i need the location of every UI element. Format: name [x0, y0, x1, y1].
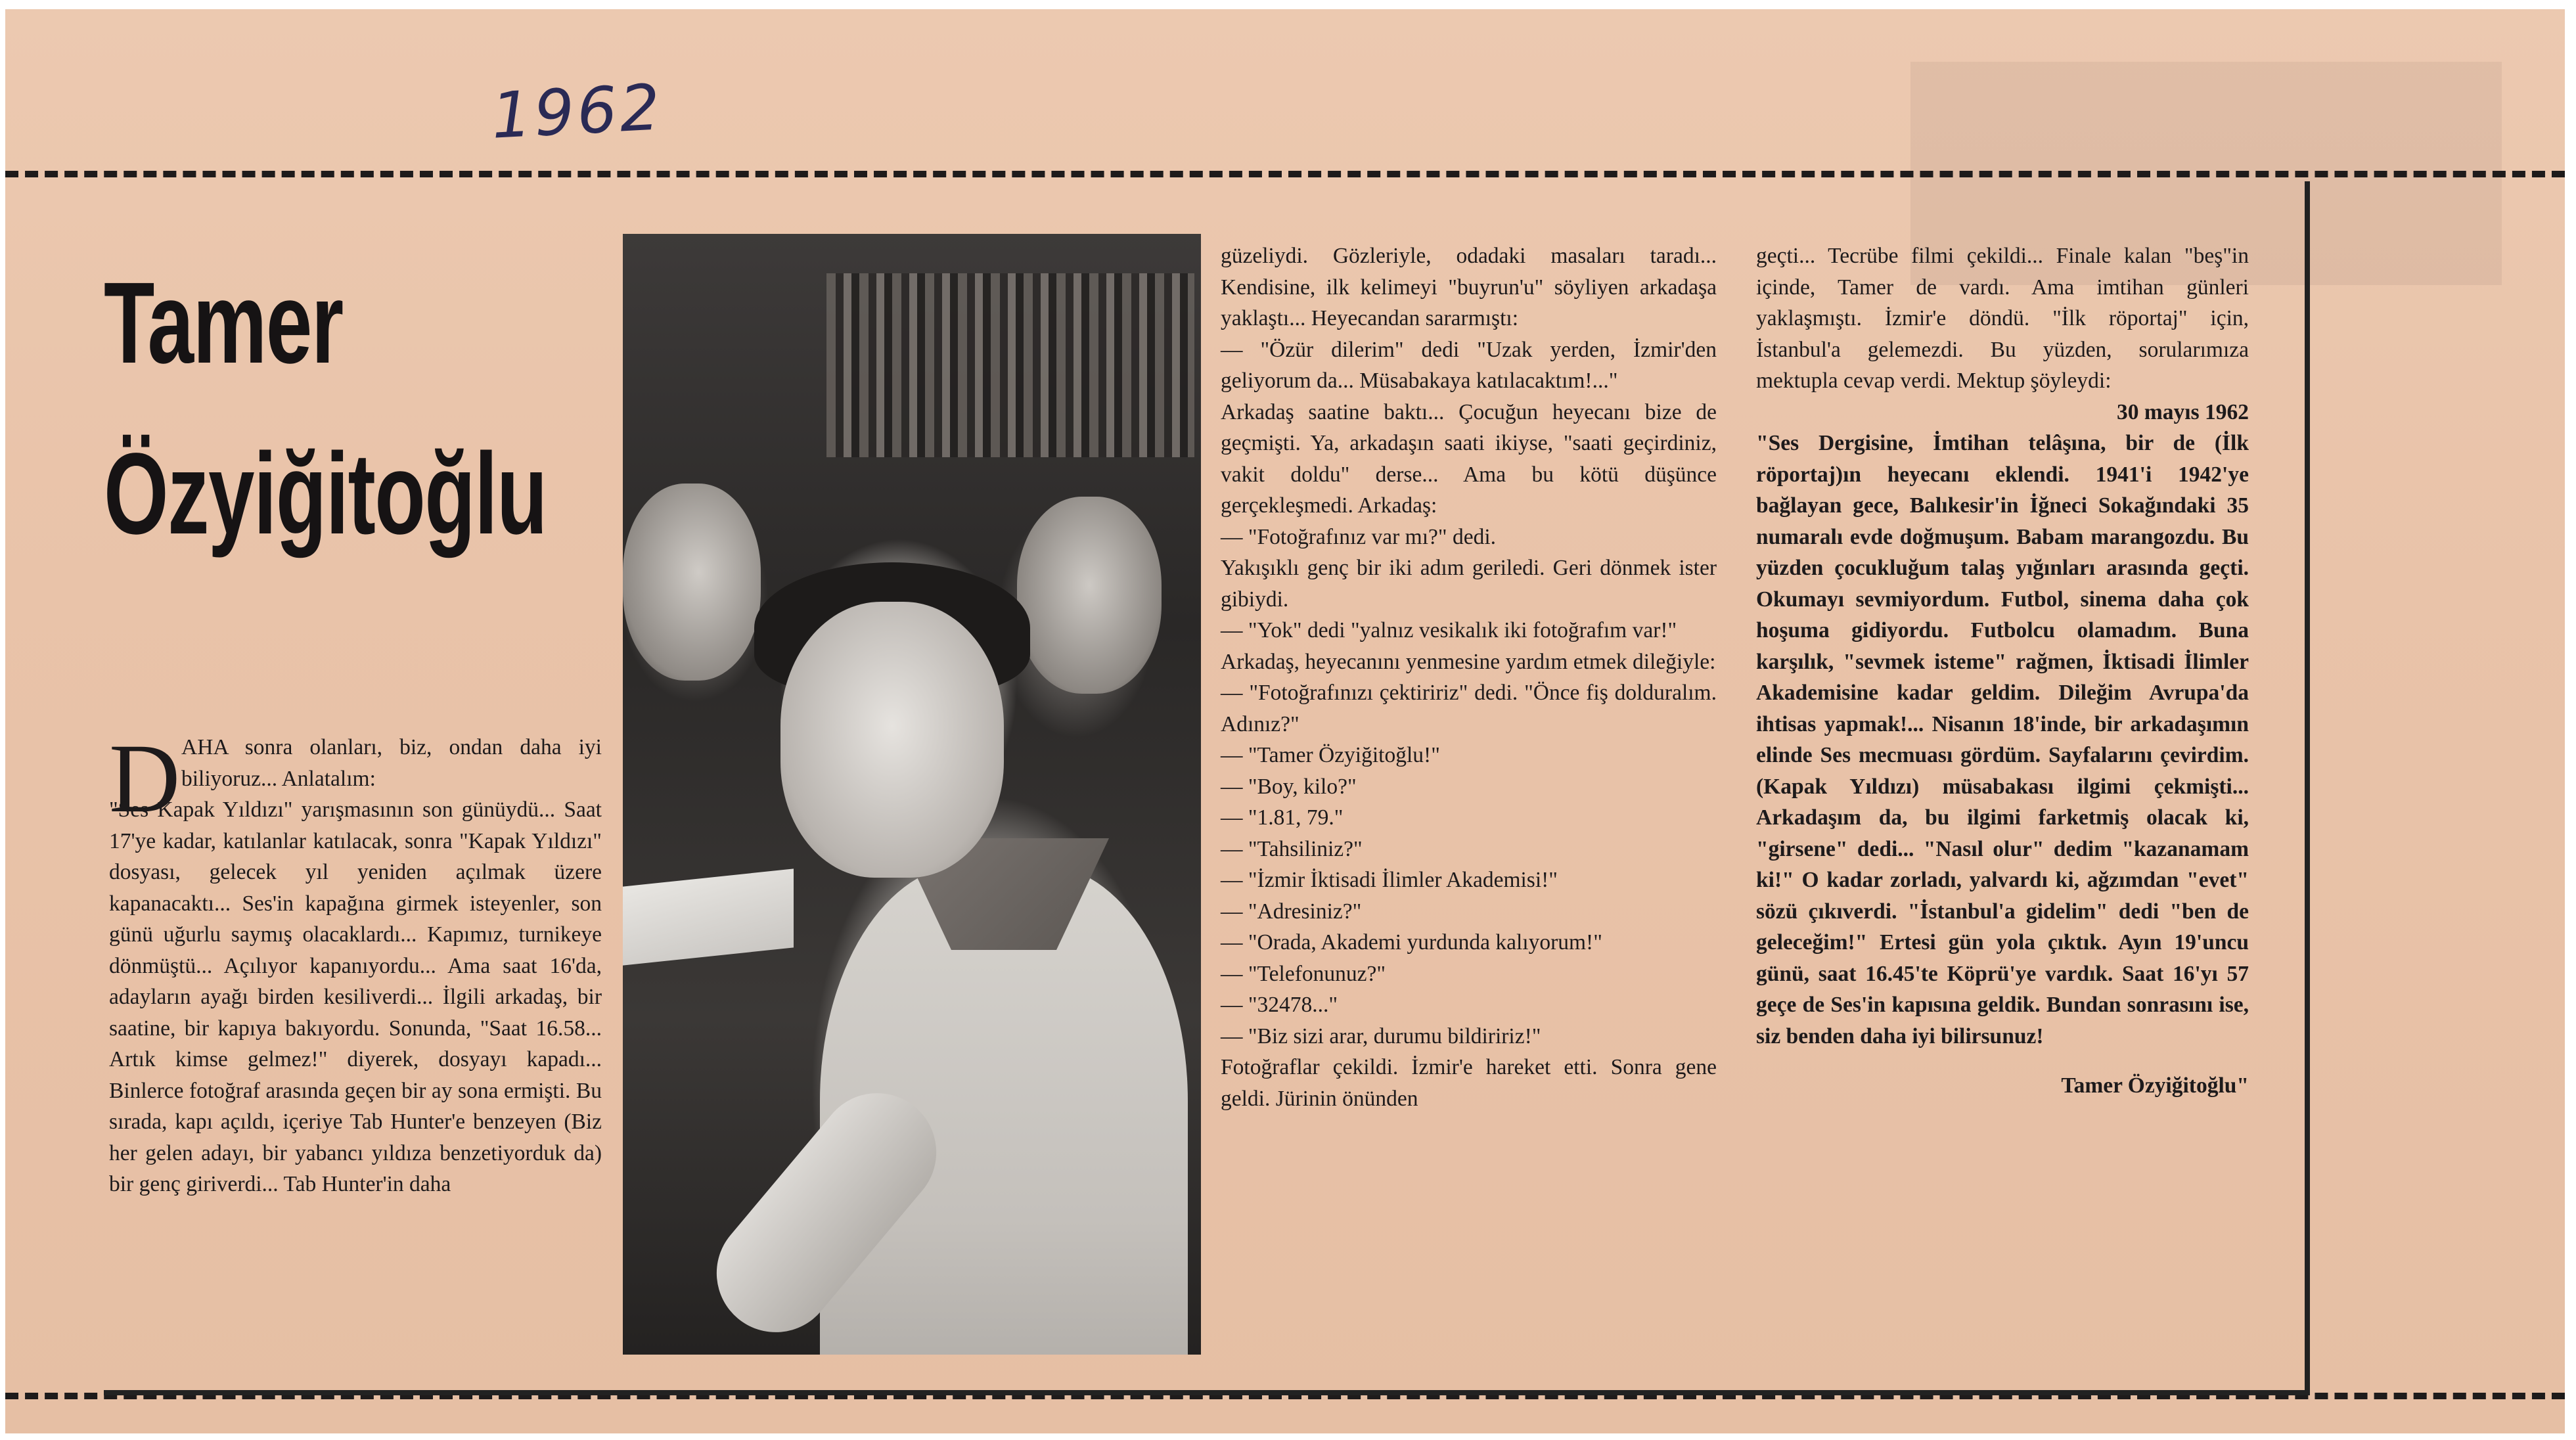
column-2-paragraph: — "Fotoğrafınızı çektiririz" dedi. "Önce fiş dolduralım. Adınız?"	[1221, 681, 1717, 736]
article-column-2	[1221, 240, 1717, 1357]
column-2-paragraph: Fotoğraflar çekildi. İzmir'e hareket etti. Sonra gene geldi. Jürinin önünden	[1221, 1055, 1717, 1111]
column-3-intro: geçti... Tecrübe filmi çekildi... Finale kalan "beş"in içinde, Tamer de vardı. Ama imtihan günleri yaklaşmıştı. İzmir'e döndü. "İlk röportaj" için, İstanbul'a gelemezdi. Bu yüzden, sorularımıza mektupla cevap verdi. Mektup şöyleydi:	[1756, 244, 2249, 393]
papers-shape	[623, 868, 794, 965]
column-1-body: "Ses Kapak Yıldızı" yarışmasının son günüydü... Saat 17'ye kadar, katılanlar katılacak, sonra "Kapak Yıldızı" dosyası, gelecek yıl yeniden açılmak üzere kapanacaktı... Ses'in kapağına girmek isteyenler, son günü uğurlu saymış olacaklardı... Kapımız, turnikeye dönmüştü... Açılıyor kapanıyordu... Ama saat 16'da, adayların ayağı birden kesiliverdi... İlgili arkadaş, bir saatine, bir kapıya bakıyordu. Sonunda, "Saat 16.58... Artık kimse gelmez!" diyerek, dosyayı kapadı... Binlerce fotoğraf arasında geçen bir ay sona ermişti. Bu sırada, kapı açıldı, içeriye Tab Hunter'e benzeyen (Biz her gelen adayı, bir yabancı yıldıza benzetiyorduk da) bir genç giriverdi... Tab Hunter'in daha	[109, 798, 602, 1196]
column-2-paragraph: Yakışıklı genç bir iki adım geriledi. Geri dönmek ister gibiydi.	[1221, 556, 1717, 612]
column-2-paragraph: — "1.81, 79."	[1221, 805, 1344, 830]
column-1-text	[109, 724, 602, 1200]
letter-body: "Ses Dergisine, İmtihan telâşına, bir de (İlk röportaj)ın heyecanı eklendi. 1941'i 1942'ye bağlayan gece, Balıkesir'in İğneci Sokağındaki 35 numaralı evde doğmuşum. Babam marangozdu. Bu yüzden çocukluğum talaş yığınları arasında geçti. Okumayı sevmiyordum. Futbol, sinema daha çok hoşuma gidiyordu. Futbolcu olamadım. Buna karşılık, "sevmek isteme" rağmen, İktisadi İlimler Akademisine kadar geldim. Dileğim Avrupa'da ihtisas yapmak!... Nisanın 18'inde, bir arkadaşımın elinde Ses mecmuası gördüm. Sayfalarını çevirdim. (Kapak Yıldızı) müsabakası ilgimi çekmişti... Arkadaşım da, bu ilgimi farketmiş olacak ki, "girsene" dedi... "Nasıl olur" dedim "kazanamam ki!" O kadar zorladı, yalvardı ki, ağzımdan "evet" sözü çıkıverdi. "İstanbul'a gidelim" dedi "ben de geleceğim!" Ertesi gün yola çıktık. Ayın 19'uncu günü, saat 16.45'te Köprü'ye vardık. Saat 16'yı 57 geçe de Ses'in kapısına geldik. Bundan sonrasını ise, siz benden daha iyi bilirsunuz!	[1756, 431, 2249, 1048]
background-man-left-shape	[623, 484, 761, 681]
letter-signature: Tamer Özyiğitoğlu"	[2061, 1073, 2249, 1098]
face-shape	[780, 602, 1004, 878]
column-2-paragraph: — "Tamer Özyiğitoğlu!"	[1221, 743, 1440, 767]
column-2-paragraph: — "Telefonunuz?"	[1221, 961, 1386, 986]
headline-first-name: Tamer	[104, 259, 343, 388]
article-column-1	[109, 724, 602, 1362]
column-2-paragraph: Arkadaş saatine baktı... Çocuğun heyecanı bize de geçmişti. Ya, arkadaşın saati ikiyse, "saati geçirdiniz, vakit doldu" derse... Ama bu kötü düşünce gerçekleşmedi. Arkadaş:	[1221, 399, 1717, 518]
column-2-paragraph: — "İzmir İktisadi İlimler Akademisi!"	[1221, 868, 1558, 892]
bookshelf-shape	[826, 273, 1194, 457]
background-man-right-shape	[1017, 497, 1162, 694]
drop-cap: D	[109, 724, 181, 833]
column-2-paragraph: — "Boy, kilo?"	[1221, 774, 1357, 799]
column-1-opening: AHA sonra olanları, biz, ondan daha iyi biliyoruz... Anlatalım:	[181, 735, 602, 791]
article-column-3	[1756, 240, 2249, 1364]
column-2-paragraph: Arkadaş, heyecanını yenmesine yardım etmek dileğiyle:	[1221, 649, 1716, 674]
column-2-paragraph: — "Biz sizi arar, durumu bildiririz!"	[1221, 1024, 1541, 1048]
top-dashed-rule	[5, 171, 2565, 177]
column-2-paragraph: güzeliydi. Gözleriyle, odadaki masaları taradı... Kendisine, ilk kelimeyi "buyrun'u" söyliyen arkadaşa yaklaştı... Heyecandan sararmıştı:	[1221, 244, 1717, 330]
newspaper-clipping	[5, 9, 2565, 1433]
column-2-paragraph: — "Yok" dedi "yalnız vesikalık iki fotoğrafım var!"	[1221, 618, 1677, 642]
portrait-photo	[623, 234, 1201, 1355]
letter-date: 30 mayıs 1962	[2117, 399, 2249, 424]
column-2-paragraph: — "Tahsiliniz?"	[1221, 836, 1363, 861]
headline-last-name: Özyiğitoğlu	[104, 430, 547, 558]
column-2-paragraph: — "Orada, Akademi yurdunda kalıyorum!"	[1221, 930, 1602, 955]
column-2-paragraph: — "32478..."	[1221, 993, 1338, 1017]
column-2-paragraph: — "Fotoğrafınız var mı?" dedi.	[1221, 524, 1497, 549]
column-2-paragraph: — "Adresiniz?"	[1221, 899, 1362, 924]
handwritten-year: 1962	[489, 70, 665, 153]
column-2-paragraph: — "Özür dilerim" dedi "Uzak yerden, İzmir'den geliyorum da... Müsabakaya katılacaktım!..."	[1221, 337, 1717, 393]
